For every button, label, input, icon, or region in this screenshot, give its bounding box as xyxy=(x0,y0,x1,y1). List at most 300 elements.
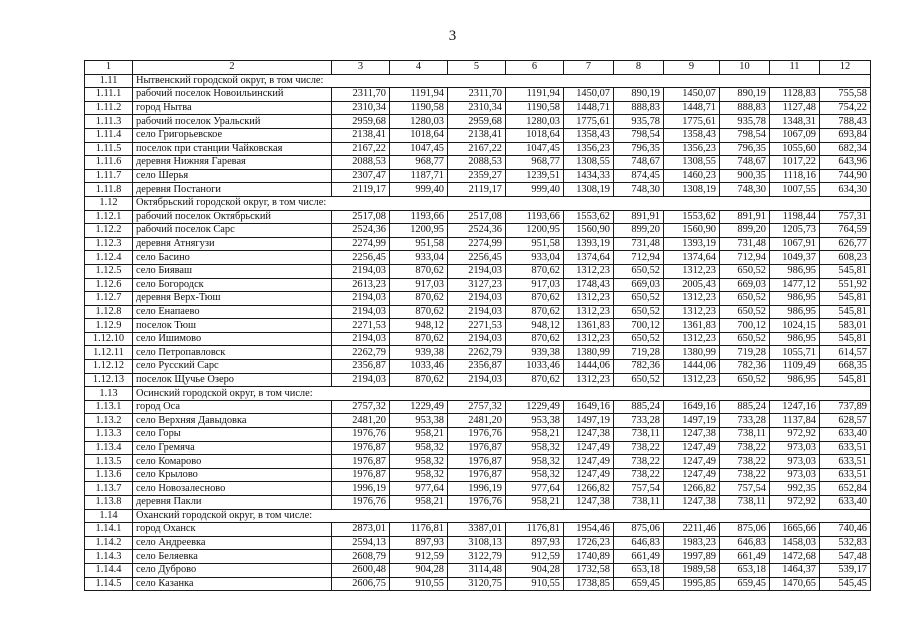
section-title: Октябрьский городской округ, в том числе: xyxy=(133,196,871,210)
tariff-table xyxy=(84,60,871,591)
settlement-name: город Нытва xyxy=(133,101,332,115)
column-header: 1 xyxy=(85,61,133,75)
value-cell: 1200,95 xyxy=(506,224,564,238)
row-code: 1.12.9 xyxy=(85,319,133,333)
row-code: 1.11.3 xyxy=(85,115,133,129)
table-row xyxy=(85,332,871,346)
value-cell: 1018,64 xyxy=(390,128,448,142)
value-cell: 1976,76 xyxy=(448,496,506,510)
value-cell: 755,58 xyxy=(820,88,871,102)
value-cell: 935,78 xyxy=(614,115,664,129)
value-cell: 650,52 xyxy=(614,264,664,278)
value-cell: 2524,36 xyxy=(448,224,506,238)
settlement-name: село Комарово xyxy=(133,455,332,469)
table-row xyxy=(85,360,871,374)
value-cell: 1247,38 xyxy=(564,496,614,510)
table-row xyxy=(85,305,871,319)
value-cell: 1649,16 xyxy=(664,400,720,414)
column-header: 12 xyxy=(820,61,871,75)
value-cell: 2311,70 xyxy=(332,88,390,102)
value-cell: 958,32 xyxy=(506,441,564,455)
value-cell: 951,58 xyxy=(506,237,564,251)
value-cell: 885,24 xyxy=(720,400,770,414)
value-cell: 2594,13 xyxy=(332,536,390,550)
value-cell: 626,77 xyxy=(820,237,871,251)
value-cell: 700,12 xyxy=(614,319,664,333)
value-cell: 1176,81 xyxy=(506,523,564,537)
column-header: 10 xyxy=(720,61,770,75)
value-cell: 1191,94 xyxy=(390,88,448,102)
value-cell: 539,17 xyxy=(820,563,871,577)
column-header-row xyxy=(85,61,871,75)
row-code: 1.13.7 xyxy=(85,482,133,496)
value-cell: 748,30 xyxy=(614,183,664,197)
row-code: 1.13.8 xyxy=(85,496,133,510)
row-code: 1.11.4 xyxy=(85,128,133,142)
table-row xyxy=(85,441,871,455)
value-cell: 3387,01 xyxy=(448,523,506,537)
value-cell: 668,35 xyxy=(820,360,871,374)
value-cell: 1280,03 xyxy=(506,115,564,129)
value-cell: 870,62 xyxy=(506,292,564,306)
value-cell: 2194,03 xyxy=(448,292,506,306)
value-cell: 1067,91 xyxy=(770,237,820,251)
value-cell: 650,52 xyxy=(614,373,664,387)
value-cell: 693,84 xyxy=(820,128,871,142)
value-cell: 1380,99 xyxy=(664,346,720,360)
table-row xyxy=(85,455,871,469)
value-cell: 1989,58 xyxy=(664,563,720,577)
value-cell: 1247,49 xyxy=(664,441,720,455)
value-cell: 738,11 xyxy=(720,496,770,510)
value-cell: 885,24 xyxy=(614,400,664,414)
value-cell: 891,91 xyxy=(614,210,664,224)
value-cell: 1460,23 xyxy=(664,169,720,183)
table-row xyxy=(85,400,871,414)
value-cell: 583,01 xyxy=(820,319,871,333)
value-cell: 1393,19 xyxy=(664,237,720,251)
table-row xyxy=(85,251,871,265)
value-cell: 1055,71 xyxy=(770,346,820,360)
value-cell: 633,51 xyxy=(820,441,871,455)
row-code: 1.14.5 xyxy=(85,577,133,591)
value-cell: 2194,03 xyxy=(332,332,390,346)
value-cell: 933,04 xyxy=(506,251,564,265)
value-cell: 2194,03 xyxy=(332,373,390,387)
value-cell: 1444,06 xyxy=(564,360,614,374)
value-cell: 1560,90 xyxy=(564,224,614,238)
value-cell: 2119,17 xyxy=(448,183,506,197)
value-cell: 870,62 xyxy=(506,264,564,278)
value-cell: 2310,34 xyxy=(332,101,390,115)
value-cell: 1976,87 xyxy=(448,455,506,469)
value-cell: 939,38 xyxy=(506,346,564,360)
value-cell: 910,55 xyxy=(390,577,448,591)
value-cell: 958,32 xyxy=(506,455,564,469)
value-cell: 1312,23 xyxy=(664,373,720,387)
value-cell: 986,95 xyxy=(770,332,820,346)
value-cell: 650,52 xyxy=(720,373,770,387)
row-code: 1.14.3 xyxy=(85,550,133,564)
value-cell: 870,62 xyxy=(390,264,448,278)
value-cell: 2256,45 xyxy=(332,251,390,265)
value-cell: 1247,16 xyxy=(770,400,820,414)
table-row xyxy=(85,468,871,482)
value-cell: 904,28 xyxy=(506,563,564,577)
value-cell: 2608,79 xyxy=(332,550,390,564)
value-cell: 890,19 xyxy=(614,88,664,102)
table-row xyxy=(85,536,871,550)
value-cell: 1198,44 xyxy=(770,210,820,224)
value-cell: 897,93 xyxy=(390,536,448,550)
value-cell: 1266,82 xyxy=(664,482,720,496)
column-header: 11 xyxy=(770,61,820,75)
value-cell: 748,67 xyxy=(720,156,770,170)
section-row xyxy=(85,74,871,88)
value-cell: 2088,53 xyxy=(448,156,506,170)
value-cell: 1954,46 xyxy=(564,523,614,537)
value-cell: 1067,09 xyxy=(770,128,820,142)
value-cell: 738,22 xyxy=(614,468,664,482)
value-cell: 1190,58 xyxy=(506,101,564,115)
value-cell: 545,81 xyxy=(820,305,871,319)
column-header: 3 xyxy=(332,61,390,75)
row-code: 1.12.3 xyxy=(85,237,133,251)
settlement-name: деревня Постаноги xyxy=(133,183,332,197)
value-cell: 1458,03 xyxy=(770,536,820,550)
value-cell: 1247,38 xyxy=(664,496,720,510)
row-code: 1.12.7 xyxy=(85,292,133,306)
value-cell: 2138,41 xyxy=(448,128,506,142)
value-cell: 669,03 xyxy=(720,278,770,292)
value-cell: 738,22 xyxy=(720,441,770,455)
table-row xyxy=(85,414,871,428)
value-cell: 958,32 xyxy=(390,468,448,482)
settlement-name: деревня Верх-Тюш xyxy=(133,292,332,306)
value-cell: 646,83 xyxy=(614,536,664,550)
value-cell: 1374,64 xyxy=(564,251,614,265)
settlement-name: село Петропавловск xyxy=(133,346,332,360)
value-cell: 633,40 xyxy=(820,496,871,510)
value-cell: 1444,06 xyxy=(664,360,720,374)
column-header: 8 xyxy=(614,61,664,75)
value-cell: 1358,43 xyxy=(664,128,720,142)
row-code: 1.13 xyxy=(85,387,133,401)
value-cell: 1024,15 xyxy=(770,319,820,333)
value-cell: 1312,23 xyxy=(664,264,720,278)
table-row xyxy=(85,237,871,251)
value-cell: 875,06 xyxy=(720,523,770,537)
value-cell: 2211,46 xyxy=(664,523,720,537)
value-cell: 1047,45 xyxy=(506,142,564,156)
value-cell: 3127,23 xyxy=(448,278,506,292)
settlement-name: поселок Щучье Озеро xyxy=(133,373,332,387)
value-cell: 738,22 xyxy=(720,455,770,469)
table-row xyxy=(85,319,871,333)
value-cell: 3108,13 xyxy=(448,536,506,550)
row-code: 1.12.11 xyxy=(85,346,133,360)
table-row xyxy=(85,563,871,577)
value-cell: 712,94 xyxy=(614,251,664,265)
value-cell: 999,40 xyxy=(390,183,448,197)
value-cell: 1308,19 xyxy=(664,183,720,197)
value-cell: 1732,58 xyxy=(564,563,614,577)
value-cell: 748,30 xyxy=(720,183,770,197)
value-cell: 650,52 xyxy=(720,305,770,319)
value-cell: 888,83 xyxy=(720,101,770,115)
value-cell: 1308,19 xyxy=(564,183,614,197)
row-code: 1.11.6 xyxy=(85,156,133,170)
value-cell: 870,62 xyxy=(506,373,564,387)
value-cell: 1976,76 xyxy=(448,428,506,442)
value-cell: 870,62 xyxy=(390,305,448,319)
value-cell: 1312,23 xyxy=(664,305,720,319)
value-cell: 977,64 xyxy=(390,482,448,496)
value-cell: 2194,03 xyxy=(448,373,506,387)
table-row xyxy=(85,156,871,170)
value-cell: 999,40 xyxy=(506,183,564,197)
value-cell: 1033,46 xyxy=(506,360,564,374)
settlement-name: село Русский Сарс xyxy=(133,360,332,374)
value-cell: 890,19 xyxy=(720,88,770,102)
value-cell: 958,21 xyxy=(506,496,564,510)
value-cell: 2194,03 xyxy=(448,305,506,319)
table-row xyxy=(85,88,871,102)
row-code: 1.12.10 xyxy=(85,332,133,346)
value-cell: 547,48 xyxy=(820,550,871,564)
value-cell: 682,34 xyxy=(820,142,871,156)
value-cell: 899,20 xyxy=(614,224,664,238)
settlement-name: рабочий поселок Октябрьский xyxy=(133,210,332,224)
value-cell: 951,58 xyxy=(390,237,448,251)
value-cell: 977,64 xyxy=(506,482,564,496)
settlement-name: село Беляевка xyxy=(133,550,332,564)
value-cell: 1775,61 xyxy=(564,115,614,129)
value-cell: 634,30 xyxy=(820,183,871,197)
value-cell: 2307,47 xyxy=(332,169,390,183)
value-cell: 2194,03 xyxy=(332,305,390,319)
value-cell: 1137,84 xyxy=(770,414,820,428)
value-cell: 1308,55 xyxy=(664,156,720,170)
value-cell: 912,59 xyxy=(390,550,448,564)
value-cell: 1358,43 xyxy=(564,128,614,142)
value-cell: 731,48 xyxy=(614,237,664,251)
value-cell: 643,96 xyxy=(820,156,871,170)
value-cell: 899,20 xyxy=(720,224,770,238)
settlement-name: село Новозалесново xyxy=(133,482,332,496)
settlement-name: село Дуброво xyxy=(133,563,332,577)
column-header: 6 xyxy=(506,61,564,75)
value-cell: 875,06 xyxy=(614,523,664,537)
value-cell: 1193,66 xyxy=(390,210,448,224)
value-cell: 2167,22 xyxy=(448,142,506,156)
value-cell: 1247,38 xyxy=(664,428,720,442)
value-cell: 738,22 xyxy=(614,441,664,455)
value-cell: 2356,87 xyxy=(448,360,506,374)
value-cell: 737,89 xyxy=(820,400,871,414)
value-cell: 798,54 xyxy=(614,128,664,142)
value-cell: 608,23 xyxy=(820,251,871,265)
value-cell: 545,81 xyxy=(820,264,871,278)
value-cell: 659,45 xyxy=(720,577,770,591)
value-cell: 2194,03 xyxy=(332,264,390,278)
value-cell: 1247,38 xyxy=(564,428,614,442)
row-code: 1.13.2 xyxy=(85,414,133,428)
value-cell: 1996,19 xyxy=(332,482,390,496)
section-row xyxy=(85,509,871,523)
value-cell: 2959,68 xyxy=(448,115,506,129)
column-header: 2 xyxy=(133,61,332,75)
table-row xyxy=(85,292,871,306)
table-row xyxy=(85,428,871,442)
value-cell: 972,92 xyxy=(770,428,820,442)
value-cell: 1740,89 xyxy=(564,550,614,564)
value-cell: 1497,19 xyxy=(664,414,720,428)
value-cell: 958,21 xyxy=(506,428,564,442)
value-cell: 891,91 xyxy=(720,210,770,224)
value-cell: 1976,87 xyxy=(332,441,390,455)
value-cell: 633,51 xyxy=(820,455,871,469)
value-cell: 870,62 xyxy=(390,292,448,306)
value-cell: 633,40 xyxy=(820,428,871,442)
table-row xyxy=(85,224,871,238)
value-cell: 904,28 xyxy=(390,563,448,577)
value-cell: 545,81 xyxy=(820,292,871,306)
value-cell: 933,04 xyxy=(390,251,448,265)
value-cell: 1553,62 xyxy=(564,210,614,224)
value-cell: 650,52 xyxy=(614,332,664,346)
value-cell: 757,54 xyxy=(614,482,664,496)
value-cell: 798,54 xyxy=(720,128,770,142)
value-cell: 733,28 xyxy=(720,414,770,428)
table-row xyxy=(85,373,871,387)
value-cell: 1280,03 xyxy=(390,115,448,129)
value-cell: 1748,43 xyxy=(564,278,614,292)
value-cell: 1118,16 xyxy=(770,169,820,183)
settlement-name: село Григорьевское xyxy=(133,128,332,142)
value-cell: 1247,49 xyxy=(564,455,614,469)
value-cell: 1127,48 xyxy=(770,101,820,115)
value-cell: 874,45 xyxy=(614,169,664,183)
value-cell: 650,52 xyxy=(720,332,770,346)
value-cell: 1047,45 xyxy=(390,142,448,156)
value-cell: 1229,49 xyxy=(390,400,448,414)
value-cell: 545,81 xyxy=(820,332,871,346)
value-cell: 650,52 xyxy=(614,305,664,319)
value-cell: 1665,66 xyxy=(770,523,820,537)
row-code: 1.13.3 xyxy=(85,428,133,442)
table-row xyxy=(85,210,871,224)
value-cell: 958,32 xyxy=(506,468,564,482)
row-code: 1.12.13 xyxy=(85,373,133,387)
row-code: 1.11 xyxy=(85,74,133,88)
value-cell: 650,52 xyxy=(720,264,770,278)
value-cell: 1348,31 xyxy=(770,115,820,129)
value-cell: 888,83 xyxy=(614,101,664,115)
value-cell: 1128,83 xyxy=(770,88,820,102)
row-code: 1.14 xyxy=(85,509,133,523)
value-cell: 757,54 xyxy=(720,482,770,496)
column-header: 7 xyxy=(564,61,614,75)
value-cell: 1361,83 xyxy=(664,319,720,333)
value-cell: 3114,48 xyxy=(448,563,506,577)
value-cell: 719,28 xyxy=(614,346,664,360)
settlement-name: рабочий поселок Сарс xyxy=(133,224,332,238)
value-cell: 1190,58 xyxy=(390,101,448,115)
value-cell: 740,46 xyxy=(820,523,871,537)
value-cell: 1312,23 xyxy=(564,292,614,306)
value-cell: 1356,23 xyxy=(564,142,614,156)
table-row xyxy=(85,264,871,278)
value-cell: 754,22 xyxy=(820,101,871,115)
value-cell: 953,38 xyxy=(506,414,564,428)
value-cell: 2517,08 xyxy=(332,210,390,224)
row-code: 1.11.2 xyxy=(85,101,133,115)
settlement-name: село Андреевка xyxy=(133,536,332,550)
value-cell: 738,11 xyxy=(720,428,770,442)
value-cell: 1109,49 xyxy=(770,360,820,374)
value-cell: 2271,53 xyxy=(448,319,506,333)
table-row xyxy=(85,278,871,292)
value-cell: 545,81 xyxy=(820,373,871,387)
value-cell: 738,11 xyxy=(614,496,664,510)
value-cell: 973,03 xyxy=(770,455,820,469)
value-cell: 2959,68 xyxy=(332,115,390,129)
value-cell: 1738,85 xyxy=(564,577,614,591)
settlement-name: село Верхняя Давыдовка xyxy=(133,414,332,428)
value-cell: 1312,23 xyxy=(564,305,614,319)
row-code: 1.12.1 xyxy=(85,210,133,224)
settlement-name: рабочий поселок Новоильинский xyxy=(133,88,332,102)
value-cell: 939,38 xyxy=(390,346,448,360)
value-cell: 1450,07 xyxy=(564,88,614,102)
value-cell: 1239,51 xyxy=(506,169,564,183)
value-cell: 1266,82 xyxy=(564,482,614,496)
value-cell: 1649,16 xyxy=(564,400,614,414)
value-cell: 731,48 xyxy=(720,237,770,251)
value-cell: 2119,17 xyxy=(332,183,390,197)
value-cell: 948,12 xyxy=(390,319,448,333)
value-cell: 2524,36 xyxy=(332,224,390,238)
value-cell: 1055,60 xyxy=(770,142,820,156)
value-cell: 910,55 xyxy=(506,577,564,591)
value-cell: 532,83 xyxy=(820,536,871,550)
table-row xyxy=(85,496,871,510)
value-cell: 935,78 xyxy=(720,115,770,129)
column-header: 9 xyxy=(664,61,720,75)
value-cell: 782,36 xyxy=(720,360,770,374)
value-cell: 1497,19 xyxy=(564,414,614,428)
section-title: Осинский городской округ, в том числе: xyxy=(133,387,871,401)
value-cell: 2262,79 xyxy=(332,346,390,360)
value-cell: 3122,79 xyxy=(448,550,506,564)
value-cell: 1976,87 xyxy=(332,468,390,482)
value-cell: 788,43 xyxy=(820,115,871,129)
value-cell: 744,90 xyxy=(820,169,871,183)
value-cell: 986,95 xyxy=(770,264,820,278)
value-cell: 1775,61 xyxy=(664,115,720,129)
value-cell: 1976,76 xyxy=(332,496,390,510)
value-cell: 2256,45 xyxy=(448,251,506,265)
value-cell: 712,94 xyxy=(720,251,770,265)
settlement-name: поселок Тюш xyxy=(133,319,332,333)
row-code: 1.12.8 xyxy=(85,305,133,319)
row-code: 1.11.7 xyxy=(85,169,133,183)
row-code: 1.12.5 xyxy=(85,264,133,278)
settlement-name: город Оса xyxy=(133,400,332,414)
value-cell: 653,18 xyxy=(720,563,770,577)
value-cell: 1312,23 xyxy=(564,332,614,346)
